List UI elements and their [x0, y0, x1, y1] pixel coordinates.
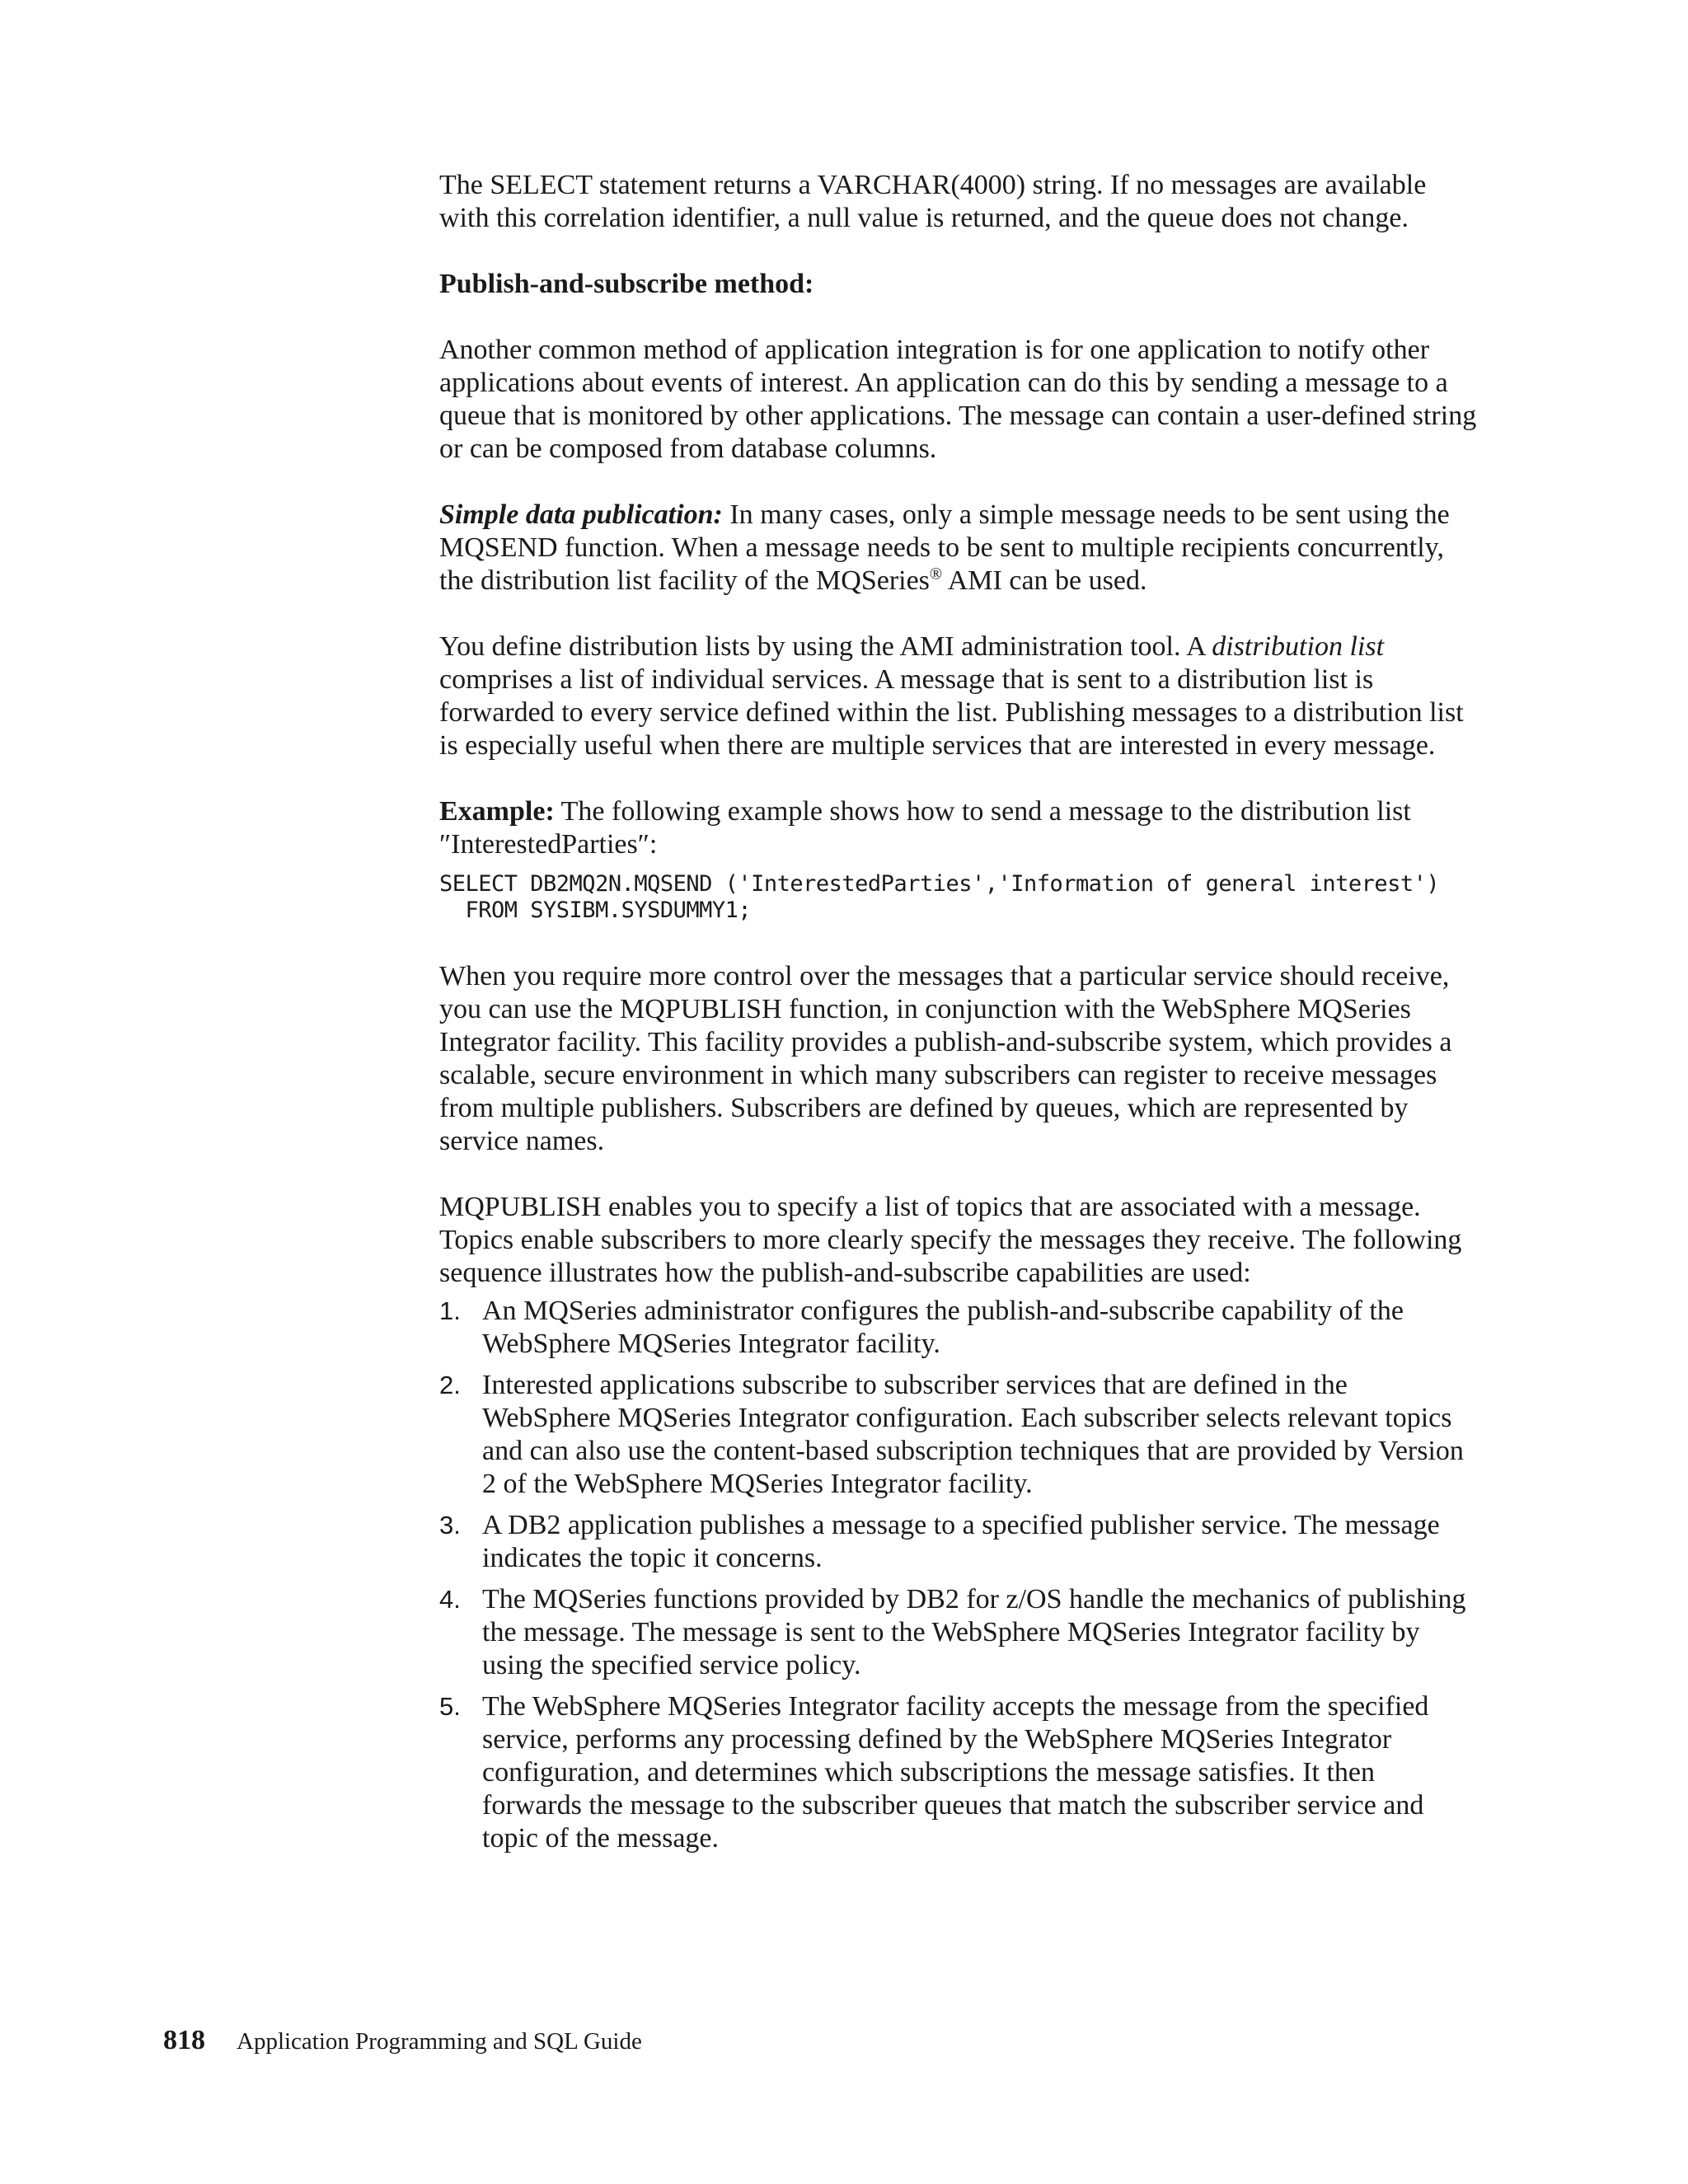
lead-simple-data-publication: Simple data publication:	[439, 499, 723, 530]
paragraph-mqpublish-control: When you require more control over the messages that a particular service should receive, you can use the MQPUBLISH function, in conjunction with the WebSphere MQSeries Integrator facility. This facility provides a publish-and-subscribe system, which provides a scalable, secure environment in which many subscribers can register to receive messages from multiple publishers. Subscribers are defined by queues, which are represented by service names.	[439, 961, 1452, 1156]
list-item-text: A DB2 application publishes a message to a specified publisher service. The message indicates the topic it concerns.	[482, 1510, 1440, 1573]
list-item-number: 4.	[439, 1585, 461, 1614]
list-item-text: The WebSphere MQSeries Integrator facility accepts the message from the specified service, performs any processing defined by the WebSphere MQSeries Integrator configuration, and determines which subscriptions the message satisfies. It then forwards the message to the subscriber queues that match the subscriber service and topic of the message.	[482, 1691, 1429, 1854]
distribution-text-a: You define distribution lists by using the AMI administration tool. A	[439, 631, 1212, 662]
list-item-text: Interested applications subscribe to subscriber services that are defined in the WebSphere MQSeries Integrator configuration. Each subscriber selects relevant topics and can also use the content-based subscription techniques that are provided by Version 2 of the WebSphere MQSeries Integrator facility.	[482, 1370, 1464, 1499]
paragraph-distribution-lists	[439, 630, 1478, 762]
list-item	[439, 1295, 1478, 1361]
registered-mark: ®	[929, 565, 943, 583]
lead-example: Example:	[439, 796, 555, 827]
page-number: 818	[163, 2025, 205, 2055]
page-footer	[163, 2024, 642, 2058]
term-distribution-list: distribution list	[1212, 631, 1385, 662]
paragraph-mqpublish-topics: MQPUBLISH enables you to specify a list of topics that are associated with a message. Topics enable subscribers to more clearly specify the messages they receive. The following sequence illustrates how the publish-and-subscribe capabilities are used:	[439, 1192, 1462, 1288]
list-item-text: The MQSeries functions provided by DB2 for z/OS handle the mechanics of publishing the message. The message is sent to the WebSphere MQSeries Integrator facility by using the specified service policy.	[482, 1584, 1466, 1680]
distribution-text-b: comprises a list of individual services. A message that is sent to a distribution list is forwarded to every service defined within the list. Publishing messages to a distribution list is especially useful when there are multiple services that are interested in every message.	[439, 664, 1464, 761]
paragraph-select-returns: The SELECT statement returns a VARCHAR(4000) string. If no messages are available with this correlation identifier, a null value is returned, and the queue does not change.	[439, 170, 1427, 233]
list-item-number: 5.	[439, 1692, 461, 1721]
code-sample: SELECT DB2MQ2N.MQSEND ('InterestedParties','Information of general interest') FROM SYSIBM.SYSDUMMY1;	[439, 871, 1440, 923]
simple-publication-text-a: In many cases, only a simple message needs to be sent using the MQSEND function. When a message needs to be sent to multiple recipients concurrently, the distribution list facility of the MQSeries	[439, 499, 1450, 596]
list-item-text: An MQSeries administrator configures the publish-and-subscribe capability of the WebSphere MQSeries Integrator facility.	[482, 1296, 1404, 1359]
list-item	[439, 1583, 1478, 1682]
publish-subscribe-steps	[439, 1295, 1478, 1855]
paragraph-simple-publication	[439, 499, 1478, 598]
list-item-number: 3.	[439, 1511, 461, 1540]
paragraph-example	[439, 795, 1478, 861]
list-item	[439, 1369, 1478, 1501]
section-heading: Publish-and-subscribe method:	[439, 269, 814, 299]
list-item-number: 2.	[439, 1371, 461, 1399]
example-text: The following example shows how to send a message to the distribution list ″InterestedParties″:	[439, 796, 1411, 860]
book-title: Application Programming and SQL Guide	[237, 2028, 642, 2055]
page-body	[439, 169, 1478, 1863]
list-item	[439, 1509, 1478, 1575]
paragraph-integration: Another common method of application integration is for one application to notify other applications about events of interest. An application can do this by sending a message to a queue that is monitored by other applications. The message can contain a user-defined string or can be composed from database columns.	[439, 335, 1477, 464]
simple-publication-text-b: AMI can be used.	[942, 565, 1147, 596]
list-item	[439, 1690, 1478, 1855]
list-item-number: 1.	[439, 1296, 461, 1325]
